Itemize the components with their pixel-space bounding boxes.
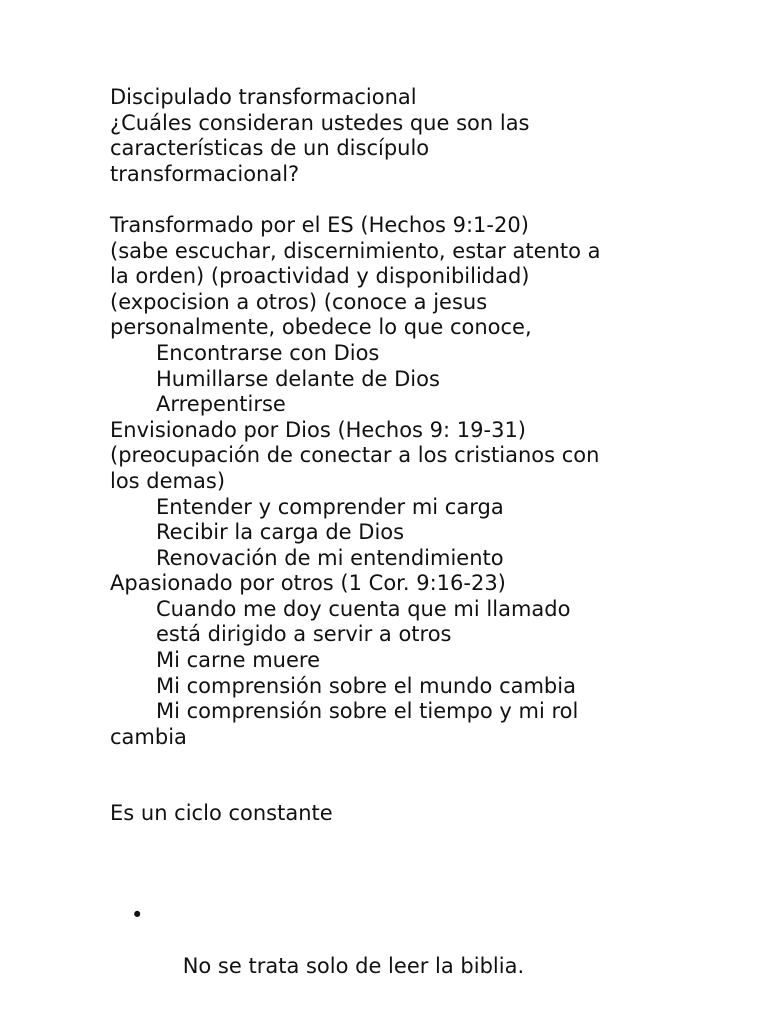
- document-page: [110, 85, 710, 1005]
- paragraph-spacer: [110, 187, 710, 213]
- indented-item: Arrepentirse: [156, 392, 286, 417]
- section-heading: Transformado por el ES (Hechos 9:1-20): [110, 212, 529, 237]
- indented-item: Mi carne muere: [156, 648, 320, 673]
- indented-item-wrap: cambia: [110, 724, 187, 749]
- question-line: transformacional?: [110, 161, 300, 186]
- bullet-text: No se trata solo de leer la biblia.: [182, 954, 525, 979]
- indented-item: Entender y comprender mi carga: [156, 494, 504, 519]
- bullet-list-item: [110, 903, 710, 1005]
- indented-item: Mi comprensión sobre el mundo cambia: [156, 673, 576, 698]
- indented-item: Encontrarse con Dios: [156, 340, 380, 365]
- section-text-line: la orden) (proactividad y disponibilidad): [110, 264, 530, 289]
- section-heading: Envisionado por Dios (Hechos 9: 19-31): [110, 417, 527, 442]
- bullet-icon: •: [131, 903, 144, 928]
- section-text-line: (sabe escuchar, discernimiento, estar atento a: [110, 238, 601, 263]
- indented-item: Cuando me doy cuenta que mi llamado: [156, 596, 571, 621]
- indented-item: Renovación de mi entendimiento: [156, 545, 504, 570]
- indented-item: Humillarse delante de Dios: [156, 366, 440, 391]
- question-line: ¿Cuáles consideran ustedes que son las: [110, 110, 530, 135]
- paragraph-spacer: [110, 827, 710, 903]
- indented-item: Recibir la carga de Dios: [156, 520, 405, 545]
- section-text-line: personalmente, obedece lo que conoce,: [110, 315, 532, 340]
- section-text-line: (expocision a otros) (conoce a jesus: [110, 289, 488, 314]
- document-title: Discipulado transformacional: [110, 85, 417, 109]
- cycle-statement: Es un ciclo constante: [110, 801, 333, 826]
- section-text-line: (preocupación de conectar a los cristianos con: [110, 443, 600, 468]
- question-line: características de un discípulo: [110, 136, 430, 161]
- paragraph-spacer: [110, 750, 710, 801]
- indented-item: Mi comprensión sobre el tiempo y mi rol: [156, 699, 579, 724]
- section-heading: Apasionado por otros (1 Cor. 9:16-23): [110, 571, 506, 596]
- indented-item: está dirigido a servir a otros: [156, 622, 452, 647]
- section-text-line: los demas): [110, 468, 226, 493]
